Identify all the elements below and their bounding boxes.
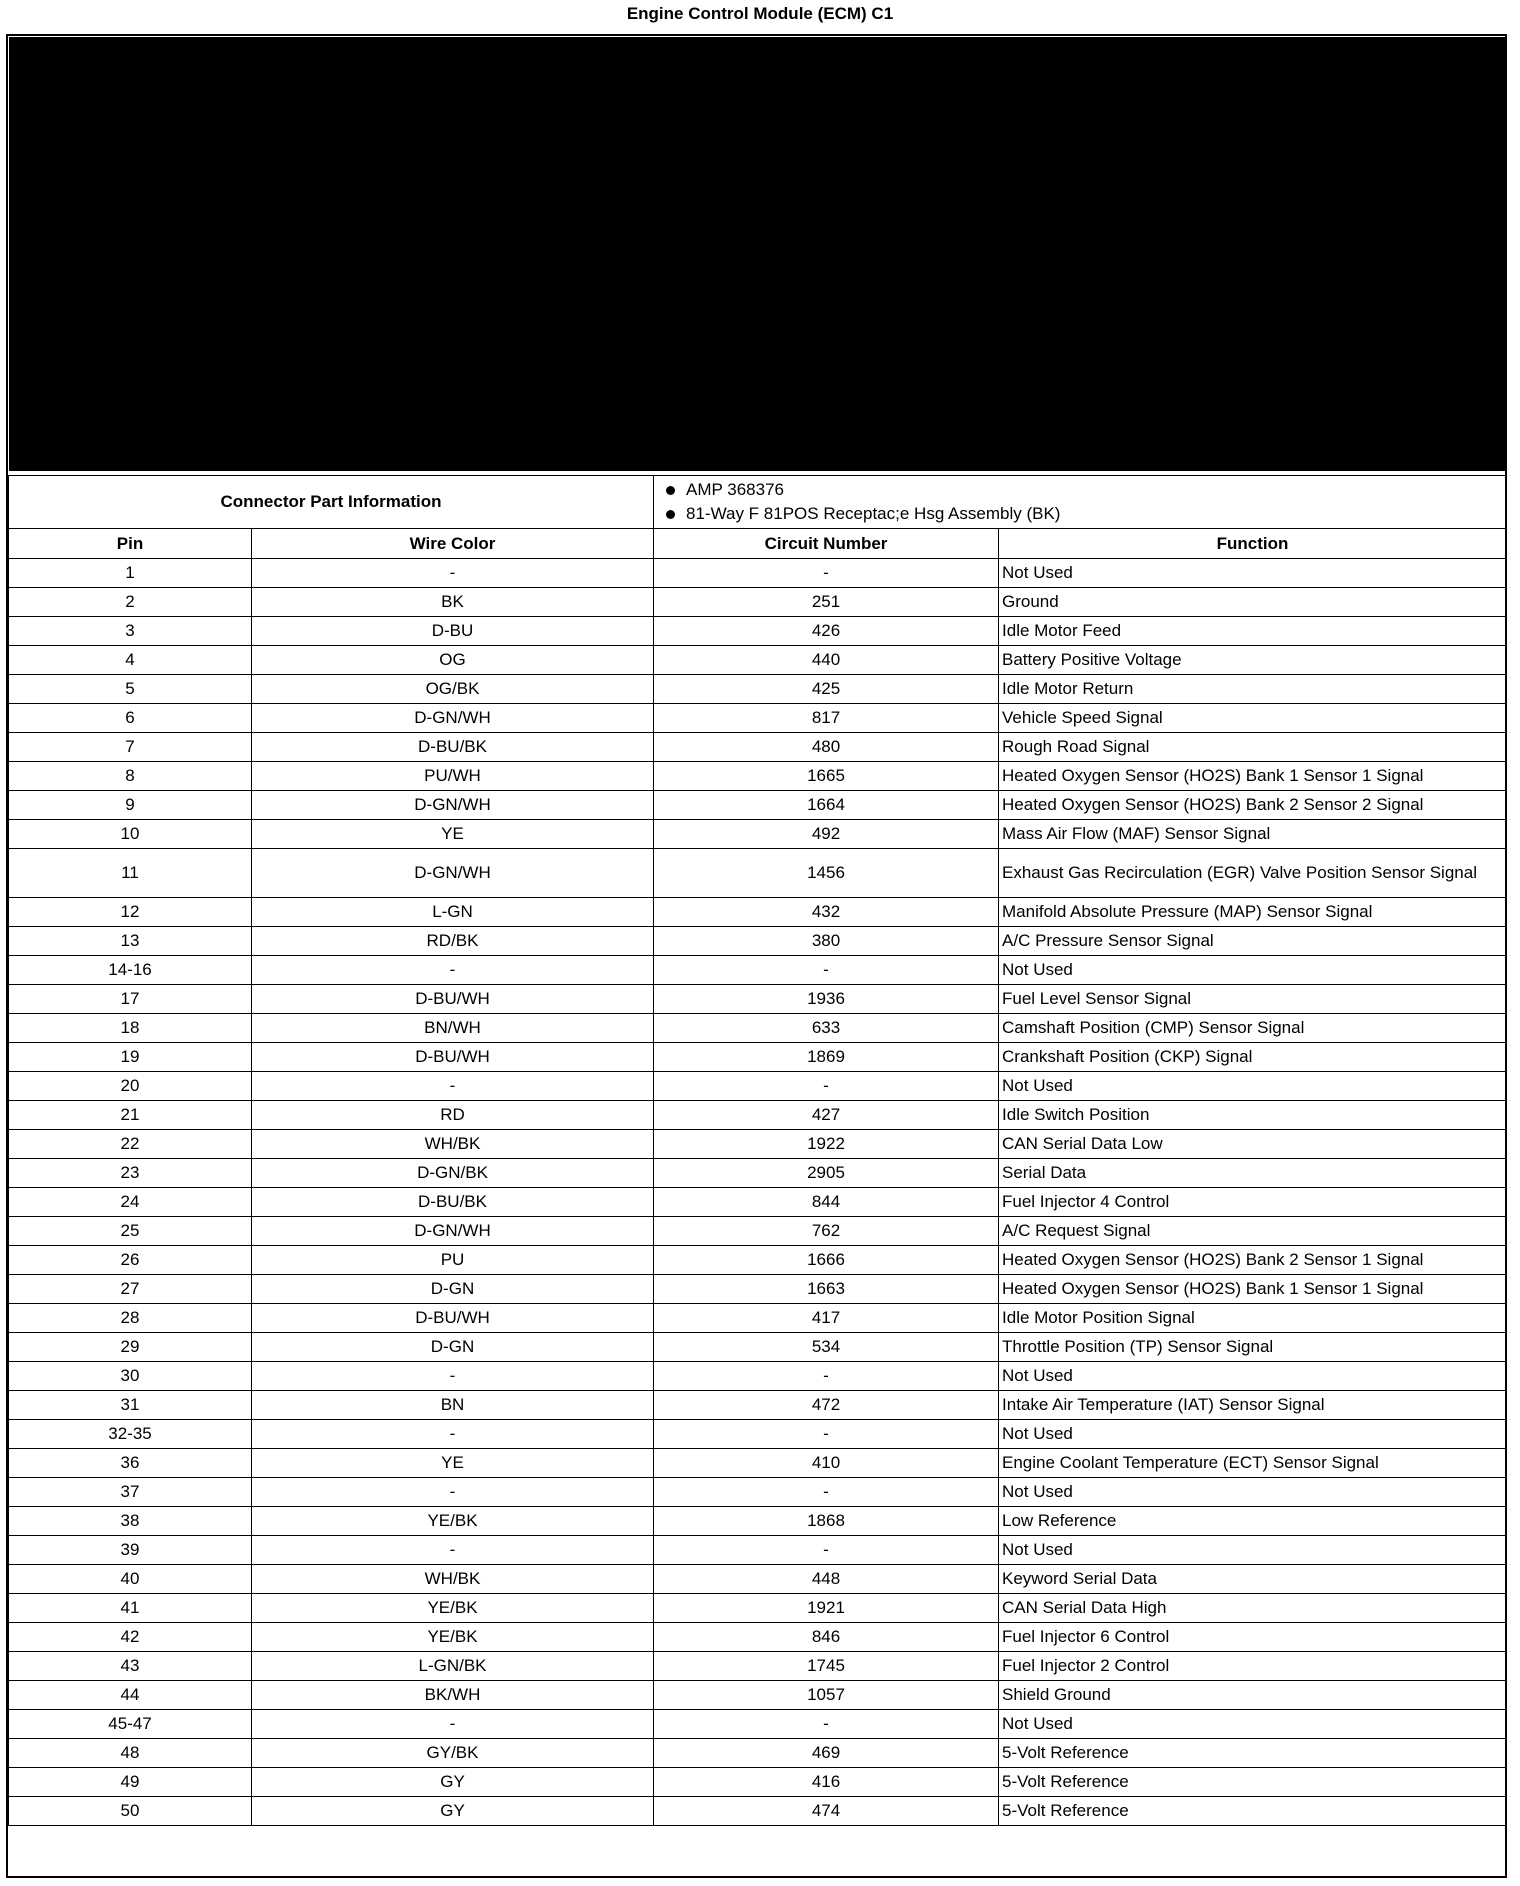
circuit-number-cell: 1057 (654, 1681, 999, 1710)
page-title: Engine Control Module (ECM) C1 (626, 4, 894, 23)
circuit-number-cell: - (654, 1362, 999, 1391)
table-row (9, 1594, 1507, 1623)
wire-color-cell: - (252, 559, 654, 588)
circuit-number-cell: 1666 (654, 1246, 999, 1275)
pin-cell: 7 (9, 733, 252, 762)
wire-color-cell: YE (252, 1449, 654, 1478)
pin-cell: 25 (9, 1217, 252, 1246)
table-row (9, 1130, 1507, 1159)
wire-color-cell: BN/WH (252, 1014, 654, 1043)
function-cell: Not Used (999, 1072, 1507, 1101)
wire-color-cell: GY (252, 1797, 654, 1826)
circuit-number-cell: 448 (654, 1565, 999, 1594)
wire-color-cell: D-BU/BK (252, 733, 654, 762)
function-cell: 5-Volt Reference (999, 1739, 1507, 1768)
pin-cell: 17 (9, 985, 252, 1014)
circuit-number-cell: 417 (654, 1304, 999, 1333)
table-row (9, 1623, 1507, 1652)
connector-info-list (654, 476, 1507, 529)
circuit-number-cell: 1456 (654, 849, 999, 898)
pin-cell: 14-16 (9, 956, 252, 985)
circuit-number-cell: - (654, 1420, 999, 1449)
circuit-number-cell: 427 (654, 1101, 999, 1130)
pin-cell: 39 (9, 1536, 252, 1565)
wire-color-cell: GY (252, 1768, 654, 1797)
pin-cell: 13 (9, 927, 252, 956)
pin-cell: 11 (9, 849, 252, 898)
wire-color-cell: BK (252, 588, 654, 617)
header-pin: Pin (9, 529, 252, 559)
table-row (9, 1072, 1507, 1101)
function-cell: Idle Motor Position Signal (999, 1304, 1507, 1333)
table-row (9, 1797, 1507, 1826)
table-row (9, 1391, 1507, 1420)
table-row (9, 733, 1507, 762)
table-row (9, 762, 1507, 791)
table-row (9, 1739, 1507, 1768)
function-cell: Intake Air Temperature (IAT) Sensor Signal (999, 1391, 1507, 1420)
table-row (9, 1768, 1507, 1797)
pin-cell: 50 (9, 1797, 252, 1826)
circuit-number-cell: 1745 (654, 1652, 999, 1681)
table-row (9, 704, 1507, 733)
wire-color-cell: PU/WH (252, 762, 654, 791)
table-row (9, 617, 1507, 646)
circuit-number-cell: 410 (654, 1449, 999, 1478)
function-cell: Fuel Injector 4 Control (999, 1188, 1507, 1217)
table-row (9, 1362, 1507, 1391)
wire-color-cell: RD/BK (252, 927, 654, 956)
function-cell: A/C Request Signal (999, 1217, 1507, 1246)
pin-cell: 10 (9, 820, 252, 849)
pin-cell: 29 (9, 1333, 252, 1362)
table-row (9, 927, 1507, 956)
pin-cell: 36 (9, 1449, 252, 1478)
wire-color-cell: BN (252, 1391, 654, 1420)
function-cell: 5-Volt Reference (999, 1797, 1507, 1826)
table-row (9, 1159, 1507, 1188)
pin-cell: 37 (9, 1478, 252, 1507)
circuit-number-cell: 474 (654, 1797, 999, 1826)
function-cell: Fuel Injector 2 Control (999, 1652, 1507, 1681)
pin-cell: 43 (9, 1652, 252, 1681)
circuit-number-cell: 251 (654, 588, 999, 617)
wire-color-cell: PU (252, 1246, 654, 1275)
circuit-number-cell: 762 (654, 1217, 999, 1246)
circuit-number-cell: 426 (654, 617, 999, 646)
wire-color-cell: WH/BK (252, 1130, 654, 1159)
pin-cell: 30 (9, 1362, 252, 1391)
pin-cell: 45-47 (9, 1710, 252, 1739)
wire-color-cell: D-BU (252, 617, 654, 646)
wire-color-cell: - (252, 956, 654, 985)
function-cell: Fuel Level Sensor Signal (999, 985, 1507, 1014)
circuit-number-cell: 1868 (654, 1507, 999, 1536)
pin-cell: 27 (9, 1275, 252, 1304)
function-cell: Low Reference (999, 1507, 1507, 1536)
wire-color-cell: - (252, 1072, 654, 1101)
wire-color-cell: - (252, 1478, 654, 1507)
circuit-number-cell: - (654, 559, 999, 588)
function-cell: Heated Oxygen Sensor (HO2S) Bank 2 Sensor 2 Signal (999, 791, 1507, 820)
pin-cell: 20 (9, 1072, 252, 1101)
wire-color-cell: OG (252, 646, 654, 675)
wire-color-cell: - (252, 1362, 654, 1391)
wire-color-cell: - (252, 1420, 654, 1449)
pin-cell: 9 (9, 791, 252, 820)
connector-info-item: AMP 368376 (686, 478, 1494, 502)
circuit-number-cell: 425 (654, 675, 999, 704)
circuit-number-cell: - (654, 956, 999, 985)
table-row (9, 985, 1507, 1014)
function-cell: Not Used (999, 1710, 1507, 1739)
wire-color-cell: D-GN/WH (252, 849, 654, 898)
pin-cell: 8 (9, 762, 252, 791)
wire-color-cell: - (252, 1536, 654, 1565)
circuit-number-cell: 1936 (654, 985, 999, 1014)
table-row (9, 1652, 1507, 1681)
wire-color-cell: D-GN/WH (252, 704, 654, 733)
function-cell: Not Used (999, 1362, 1507, 1391)
wire-color-cell: YE/BK (252, 1594, 654, 1623)
table-row (9, 791, 1507, 820)
function-cell: Shield Ground (999, 1681, 1507, 1710)
function-cell: A/C Pressure Sensor Signal (999, 927, 1507, 956)
function-cell: Fuel Injector 6 Control (999, 1623, 1507, 1652)
circuit-number-cell: 1869 (654, 1043, 999, 1072)
circuit-number-cell: 2905 (654, 1159, 999, 1188)
pin-cell: 6 (9, 704, 252, 733)
pin-cell: 19 (9, 1043, 252, 1072)
wire-color-cell: GY/BK (252, 1739, 654, 1768)
wire-color-cell: D-BU/BK (252, 1188, 654, 1217)
function-cell: Not Used (999, 1536, 1507, 1565)
table-row (9, 1014, 1507, 1043)
table-row (9, 1420, 1507, 1449)
circuit-number-cell: 432 (654, 898, 999, 927)
circuit-number-cell: 480 (654, 733, 999, 762)
bullet-icon (666, 510, 675, 519)
connector-info-item: 81-Way F 81POS Receptac;e Hsg Assembly (BK) (686, 502, 1494, 526)
table-row (9, 1188, 1507, 1217)
circuit-number-cell: - (654, 1710, 999, 1739)
function-cell: Mass Air Flow (MAF) Sensor Signal (999, 820, 1507, 849)
table-row (9, 898, 1507, 927)
function-cell: Idle Switch Position (999, 1101, 1507, 1130)
function-cell: Battery Positive Voltage (999, 646, 1507, 675)
wire-color-cell: D-GN/BK (252, 1159, 654, 1188)
table-row (9, 956, 1507, 985)
circuit-number-cell: 440 (654, 646, 999, 675)
table-row (9, 1710, 1507, 1739)
function-cell: CAN Serial Data Low (999, 1130, 1507, 1159)
function-cell: Not Used (999, 1478, 1507, 1507)
circuit-number-cell: 472 (654, 1391, 999, 1420)
wire-color-cell: D-BU/WH (252, 1043, 654, 1072)
function-cell: Manifold Absolute Pressure (MAP) Sensor Signal (999, 898, 1507, 927)
function-cell: CAN Serial Data High (999, 1594, 1507, 1623)
circuit-number-cell: 492 (654, 820, 999, 849)
table-row (9, 1275, 1507, 1304)
pin-cell: 44 (9, 1681, 252, 1710)
wire-color-cell: D-GN/WH (252, 791, 654, 820)
function-cell: Serial Data (999, 1159, 1507, 1188)
circuit-number-cell: 1665 (654, 762, 999, 791)
function-cell: Camshaft Position (CMP) Sensor Signal (999, 1014, 1507, 1043)
header-function: Function (999, 529, 1507, 559)
function-cell: Idle Motor Feed (999, 617, 1507, 646)
wire-color-cell: - (252, 1710, 654, 1739)
pin-cell: 3 (9, 617, 252, 646)
wire-color-cell: YE/BK (252, 1623, 654, 1652)
pin-cell: 31 (9, 1391, 252, 1420)
pin-cell: 4 (9, 646, 252, 675)
wire-color-cell: WH/BK (252, 1565, 654, 1594)
circuit-number-cell: 1922 (654, 1130, 999, 1159)
wire-color-cell: YE/BK (252, 1507, 654, 1536)
circuit-number-cell: - (654, 1072, 999, 1101)
circuit-number-cell: 1921 (654, 1594, 999, 1623)
circuit-number-cell: 469 (654, 1739, 999, 1768)
circuit-number-cell: - (654, 1478, 999, 1507)
wire-color-cell: L-GN/BK (252, 1652, 654, 1681)
function-cell: Not Used (999, 1420, 1507, 1449)
pin-cell: 5 (9, 675, 252, 704)
wire-color-cell: BK/WH (252, 1681, 654, 1710)
pin-cell: 26 (9, 1246, 252, 1275)
pin-cell: 18 (9, 1014, 252, 1043)
pin-cell: 42 (9, 1623, 252, 1652)
function-cell: Idle Motor Return (999, 675, 1507, 704)
function-cell: Throttle Position (TP) Sensor Signal (999, 1333, 1507, 1362)
circuit-number-cell: 844 (654, 1188, 999, 1217)
wire-color-cell: D-BU/WH (252, 985, 654, 1014)
function-cell: Keyword Serial Data (999, 1565, 1507, 1594)
wire-color-cell: OG/BK (252, 675, 654, 704)
wire-color-cell: RD (252, 1101, 654, 1130)
function-cell: Ground (999, 588, 1507, 617)
table-row (9, 1507, 1507, 1536)
bullet-icon (666, 486, 675, 495)
table-row (9, 1478, 1507, 1507)
pin-cell: 41 (9, 1594, 252, 1623)
table-row (9, 1449, 1507, 1478)
table-row (9, 849, 1507, 898)
function-cell: Vehicle Speed Signal (999, 704, 1507, 733)
table-row (9, 1333, 1507, 1362)
function-cell: 5-Volt Reference (999, 1768, 1507, 1797)
connector-image (9, 37, 1506, 471)
table-row (9, 675, 1507, 704)
wire-color-cell: L-GN (252, 898, 654, 927)
pin-cell: 23 (9, 1159, 252, 1188)
column-header-row (9, 529, 1507, 559)
wire-color-cell: D-BU/WH (252, 1304, 654, 1333)
table-row (9, 1536, 1507, 1565)
function-cell: Heated Oxygen Sensor (HO2S) Bank 1 Sensor 1 Signal (999, 762, 1507, 791)
circuit-number-cell: 416 (654, 1768, 999, 1797)
circuit-number-cell: 1664 (654, 791, 999, 820)
pin-cell: 38 (9, 1507, 252, 1536)
pin-cell: 2 (9, 588, 252, 617)
circuit-number-cell: 633 (654, 1014, 999, 1043)
pin-cell: 1 (9, 559, 252, 588)
pin-cell: 24 (9, 1188, 252, 1217)
table-row (9, 1246, 1507, 1275)
function-cell: Exhaust Gas Recirculation (EGR) Valve Position Sensor Signal (999, 849, 1507, 898)
pin-cell: 28 (9, 1304, 252, 1333)
table-row (9, 1565, 1507, 1594)
function-cell: Heated Oxygen Sensor (HO2S) Bank 1 Sensor 1 Signal (999, 1275, 1507, 1304)
pin-cell: 40 (9, 1565, 252, 1594)
table-row (9, 559, 1507, 588)
function-cell: Engine Coolant Temperature (ECT) Sensor Signal (999, 1449, 1507, 1478)
table-row (9, 646, 1507, 675)
circuit-number-cell: 380 (654, 927, 999, 956)
function-cell: Rough Road Signal (999, 733, 1507, 762)
pin-cell: 32-35 (9, 1420, 252, 1449)
function-cell: Not Used (999, 559, 1507, 588)
wire-color-cell: D-GN (252, 1333, 654, 1362)
wire-color-cell: D-GN (252, 1275, 654, 1304)
table-row (9, 1217, 1507, 1246)
pin-cell: 48 (9, 1739, 252, 1768)
header-wire-color: Wire Color (252, 529, 654, 559)
circuit-number-cell: - (654, 1536, 999, 1565)
connector-info-row (9, 476, 1507, 529)
function-cell: Not Used (999, 956, 1507, 985)
pinout-table (8, 475, 1507, 1826)
circuit-number-cell: 846 (654, 1623, 999, 1652)
wire-color-cell: YE (252, 820, 654, 849)
pin-cell: 12 (9, 898, 252, 927)
pin-cell: 21 (9, 1101, 252, 1130)
header-circuit-number: Circuit Number (654, 529, 999, 559)
table-row (9, 820, 1507, 849)
pin-cell: 22 (9, 1130, 252, 1159)
pin-cell: 49 (9, 1768, 252, 1797)
table-row (9, 1681, 1507, 1710)
circuit-number-cell: 534 (654, 1333, 999, 1362)
function-cell: Heated Oxygen Sensor (HO2S) Bank 2 Sensor 1 Signal (999, 1246, 1507, 1275)
table-row (9, 1101, 1507, 1130)
table-row (9, 588, 1507, 617)
circuit-number-cell: 1663 (654, 1275, 999, 1304)
table-row (9, 1304, 1507, 1333)
function-cell: Crankshaft Position (CKP) Signal (999, 1043, 1507, 1072)
circuit-number-cell: 817 (654, 704, 999, 733)
wire-color-cell: D-GN/WH (252, 1217, 654, 1246)
table-row (9, 1043, 1507, 1072)
connector-info-label: Connector Part Information (9, 476, 654, 529)
